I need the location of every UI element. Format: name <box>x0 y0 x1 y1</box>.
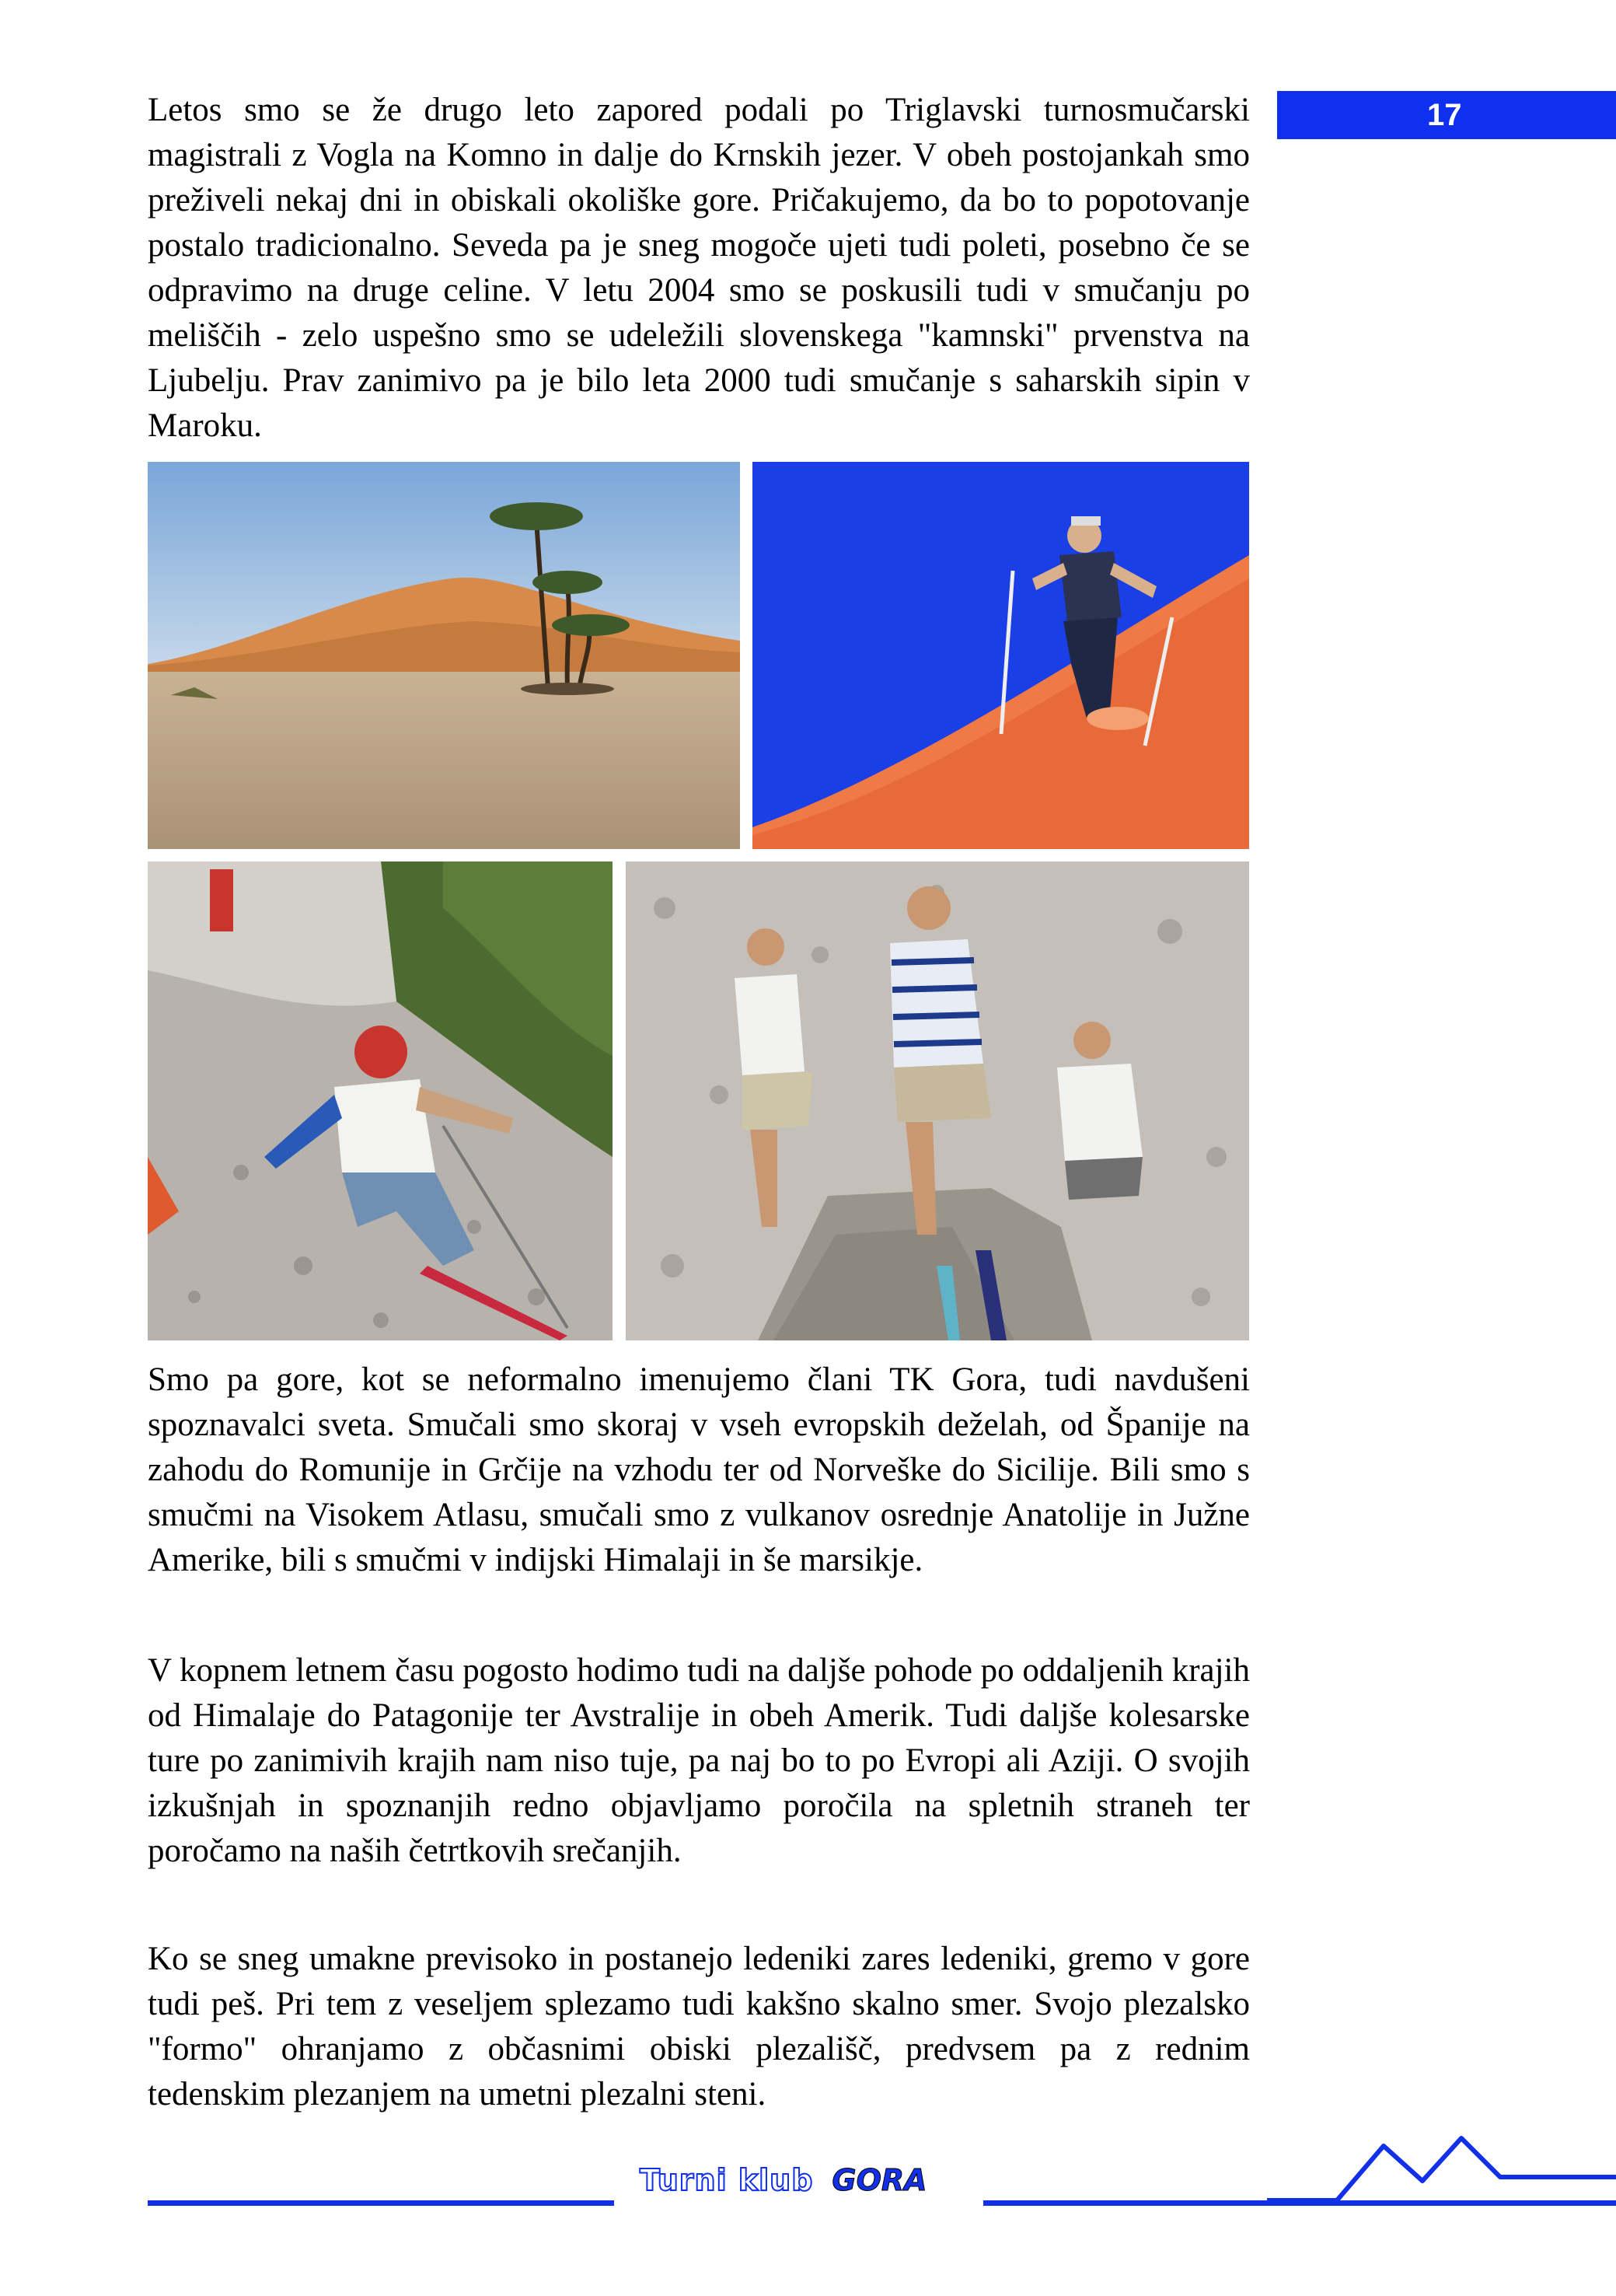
page-number-banner <box>1277 91 1616 139</box>
mountain-outline-icon <box>1267 2130 1616 2208</box>
logo-club-name: Turni klub <box>640 2163 814 2197</box>
footer-line-left <box>148 2200 614 2206</box>
paragraph-1: Letos smo se že drugo leto zapored podali po Triglavski turnosmučarski magistrali z Vogla na Komno in dalje do Krnskih jezer. V obeh postojankah smo preživeli nekaj dni in obiskali okoliške gore. Pričakujemo, da bo to popotovanje postalo tradicionalno. Seveda pa je sneg mogoče ujeti tudi poleti, posebno če se odpravimo na druge celine. V letu 2004 smo se poskusili tudi v smučanju po meliščih - zelo uspešno smo se udeležili slovenskega "kamnski" prvenstva na Ljubelju. Prav zanimivo pa je bilo leta 2000 tudi smučanje s saharskih sipin v Maroku. <box>148 92 1250 444</box>
paragraph-3: V kopnem letnem času pogosto hodimo tudi na daljše pohode po oddaljenih krajih od Himalaje do Patagonije ter Avstralije in obeh Amerik. Tudi daljše kolesarske ture po zanimivih krajih nam niso tuje, pa naj bo to po Evropi ali Aziji. O svojih izkušnjah in spoznanjih redno objavljamo poročila na spletnih straneh ter poročamo na naših četrtkovih srečanjih. <box>148 1652 1250 1869</box>
group-on-scree-photo <box>626 861 1249 1340</box>
desert-palms-photo <box>148 462 740 849</box>
page-number: 17 <box>1427 98 1462 132</box>
paragraph-2: Smo pa gore, kot se neformalno imenujemo člani TK Gora, tudi navdušeni spoznavalci sveta. Smučali smo skoraj v vseh evropskih deželah, od Španije na zahodu do Romunije in Grčije na vzhodu ter od Norveške do Sicilije. Bili smo s smučmi na Visokem Atlasu, smučali smo z vulkanov osrednje Anatolije in Južne Amerike, bili s smučmi v indijski Himalaji in še marsikje. <box>148 1361 1250 1578</box>
logo-gora: GORA <box>832 2163 927 2197</box>
sand-dune-skier-photo <box>752 462 1249 849</box>
club-logo <box>640 2163 951 2217</box>
scree-skier-photo <box>148 861 613 1340</box>
paragraph-4: Ko se sneg umakne previsoko in postanejo ledeniki zares ledeniki, gremo v gore tudi peš. Pri tem z veseljem splezamo tudi kakšno skalno smer. Svojo plezalsko "formo" ohranjamo z občasnimi obiski plezališč, predvsem pa z rednim tedenskim plezanjem na umetni plezalni steni. <box>148 1941 1250 2113</box>
